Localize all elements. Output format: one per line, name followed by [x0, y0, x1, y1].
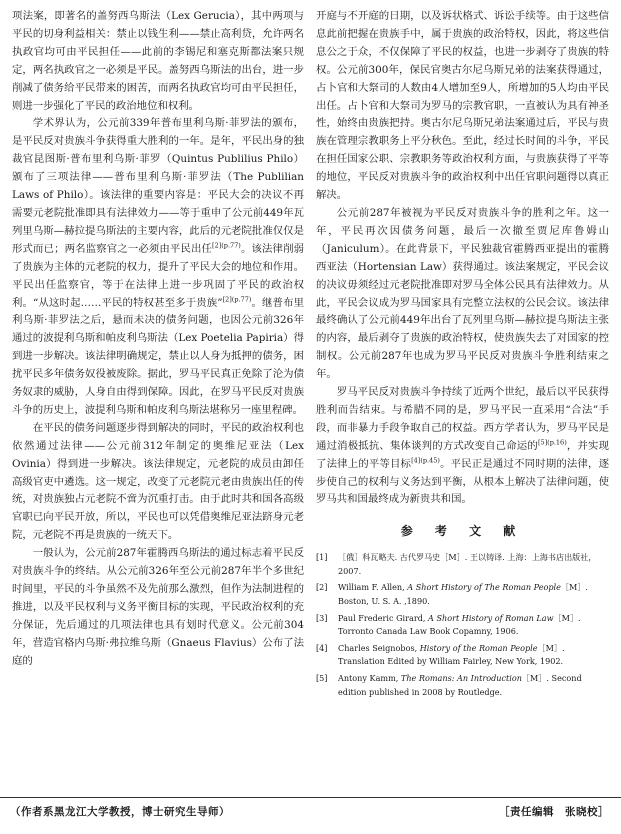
reference-item: [316, 672, 609, 699]
paragraph-left-4: 一般认为，公元前287年霍腾西乌斯法的通过标志着平民反对贵族斗争的终结。从公元前326年至公元前287年半个多世纪时间里，平民的斗争虽然不及先前那么激烈，但作为法制进程的推进，以及平民权利与义务平衡目标的实现，平民政治权利的充分保证，先后通过的几项法律也具有划时代意义。公元前304年，营造官格内乌斯·弗拉维乌斯（Gnaeus Flavius）公布了法庭的: [12, 547, 304, 667]
citation-marker: [4](p.45): [411, 456, 440, 465]
reference-author: Paul Frederic Girard,: [338, 612, 429, 623]
reference-publication: ［M］. Second edition published in 2008 by Routledge.: [338, 673, 582, 697]
references-heading: 参 考 文 献: [400, 524, 525, 539]
paragraph-left-1: 项法案，即著名的盖努西乌斯法（Lex Gerucia），其中两项与平民的切身利益相关：禁止以钱生利——禁止高利贷，允许两名执政官均可由平民担任——此前的李锡尼和塞克斯都法案只规定，两名执政官之一必须是平民。盖努西乌斯法的出台，进一步削减了债务给平民带来的困苦，而两名执政官均可由平民担任，则进一步强化了平民的政治地位和权利。: [12, 10, 304, 112]
paragraph-left-2-text-end: 。继普布里利乌斯·菲罗法之后，悬而未决的债务问题，也因公元前326年通过的波提利乌斯和帕皮利乌斯法（Lex Poetelia Papiria）得到进一步解决。该法律明确规定，禁止以人身为抵押的债务，困扰平民多年债务奴役被废除。据此，罗马平民真正免除了沦为债务奴隶的威胁，人身自由得到保障。因此，在罗马平民反对贵族斗争的历史上，波提利乌斯和帕皮利乌斯法堪称另一座里程碑。: [12, 296, 304, 416]
page-footer: [0, 797, 621, 828]
citation-marker: [2](p.77): [222, 295, 252, 304]
reference-number: [4]: [316, 642, 328, 653]
paragraph-right-3-text-cont: ，并实现了法律上的平等目标: [316, 439, 609, 470]
reference-title: A Short History of Roman Law: [428, 612, 554, 623]
paragraph-right-3-text: 罗马平民反对贵族斗争持续了近两个世纪，最后以平民获得胜利而告结束。与希腊不同的是，罗马平民一直采用“合法”手段，而非暴力手段争取自己的权益。西方学者认为，罗马平民是通过消极抵抗、集体谈判的方式改变自己命运的: [316, 386, 609, 452]
reference-item: [316, 551, 609, 578]
reference-publication: ［M］. Boston, U. S. A. ,1890.: [338, 582, 588, 607]
reference-item: [316, 581, 609, 608]
reference-publication: ［M］. Translation Edited by William Fairley, New York, 1902.: [338, 642, 565, 667]
reference-title: A Short History of The Roman People: [407, 582, 561, 593]
paragraph-right-3-text-end: 。平民正是通过不同时期的法律，逐步使自己的权利与义务达到平衡，从根本上解决了法律问题，使罗马共和国最终成为新贵共和国。: [316, 457, 609, 506]
references-list: [316, 551, 609, 699]
reference-author: Antony Kamm,: [338, 673, 401, 684]
reference-number: [5]: [316, 673, 328, 684]
citation-marker: [5](p.16): [537, 438, 567, 447]
citation-marker: [2](p.77): [212, 241, 241, 250]
reference-author: Charles Seignobos,: [338, 642, 420, 653]
paragraph-left-2-text-cont: 。该法律削弱了贵族为主体的元老院的权力，提升了平民大会的地位和作用。平民出任监察官，等于在法律上进一步巩固了平民的政治权利。“从这时起……平民的特权甚至多于贵族”: [12, 242, 304, 309]
paragraph-left-2-text: 学术界认为，公元前339年普布里利乌斯·菲罗法的颁布，是平民反对贵族斗争获得重大胜利的一年。是年，平民出身的独裁官昆图斯·普布里利乌斯·菲罗（Quintus Publilius Philo）颁布了三项法律——普布里利乌斯·菲罗法（The Publilian Laws of Philo）。该法律的重要内容是：平民大会的决议不再需要元老院批准即具有法律效力——等于重申了公元前449年瓦列里乌斯—赫拉提乌斯法的主要内容，此后的元老院批准仅仅是形式而已；两名监察官之一必须由平民出任: [12, 117, 304, 255]
reference-item: [316, 642, 609, 669]
left-column: [12, 8, 304, 784]
right-column: [316, 8, 609, 794]
reference-number: [3]: [316, 612, 328, 623]
editor-credit: ［责任编辑 张晓校］: [499, 806, 609, 818]
reference-text: ［俄］科瓦略夫. 古代罗马史［M］. 王以铸译. 上海：上海书店出版社，2007.: [338, 552, 597, 576]
paragraph-left-3: 在平民的债务问题逐步得到解决的同时，平民的政治权利也依然通过法律——公元前312年制定的奥维尼亚法（Lex Ovinia）得到进一步解决。该法律规定，元老院的成员由卸任高级官吏中遴选。这一规定，改变了元老院元老由贵族出任的传统，对贵族独占元老院不啻为沉重打击。由于此时共和国各高级官职已向平民开放，所以，平民也可以凭借奥维尼亚法跻身元老院，元老院不再是贵族的一统天下。: [12, 421, 304, 542]
reference-number: [1]: [316, 552, 328, 563]
paragraph-right-1: 开庭与不开庭的日期，以及诉状格式、诉讼手续等。由于这些信息此前把握在贵族手中，属于贵族的政治特权，因此，将这些信息公之于众，不仅保障了平民的权益，也进一步剥夺了贵族的特权。公元前300年，保民官奥古尔尼乌斯兄弟的法案获得通过，占卜官和大祭司的人数由4人增加至9人，所增加的5人均由平民出任。占卜官和大祭司为罗马的宗教官职，一直被认为具有神圣性，始终由贵族把持。奥古尔尼乌斯兄弟法案通过后，平民与贵族在管理宗教职务上平分秋色。至此，经过长时间的斗争，平民在担任国家公职、宗教职务等政治权利方面，与贵族获得了平等的地位，平民反对贵族斗争的政治权利中出任官职问题得以真正解决。: [316, 10, 609, 202]
paragraph-left-2: [12, 115, 304, 419]
reference-item: [316, 612, 609, 639]
reference-title: History of the Roman People: [419, 642, 538, 653]
reference-publication: ［M］. Torronto Canada Law Book Copamny, 1906.: [338, 612, 581, 637]
paragraph-right-3: [316, 384, 609, 509]
reference-number: [2]: [316, 582, 328, 593]
reference-title: The Romans: An Introduction: [400, 673, 522, 684]
paragraph-right-2: 公元前287年被视为平民反对贵族斗争的胜利之年。这一年，平民再次因债务问题，最后一次撤至贾尼库鲁姆山（Janiculum）。在此背景下，平民独裁官霍腾西亚提出的霍腾西亚法（Hortensian Law）获得通过。该法案规定，平民会议的决议毋须经过元老院批准即对罗马全体公民具有法律效力。从此，平民会议成为罗马国家具有完整立法权的公民会议。该法律最终确认了公元前449年出台了瓦列里乌斯—赫拉提乌斯法主张的内容，最后剥夺了贵族的政治特权，使贵族失去了对国家的控制权。公元前287年也成为罗马平民反对贵族斗争胜利结束之年。: [316, 206, 609, 381]
author-note: （作者系黑龙江大学教授，博士研究生导师）: [10, 806, 230, 818]
reference-author: William F. Allen,: [338, 582, 408, 593]
